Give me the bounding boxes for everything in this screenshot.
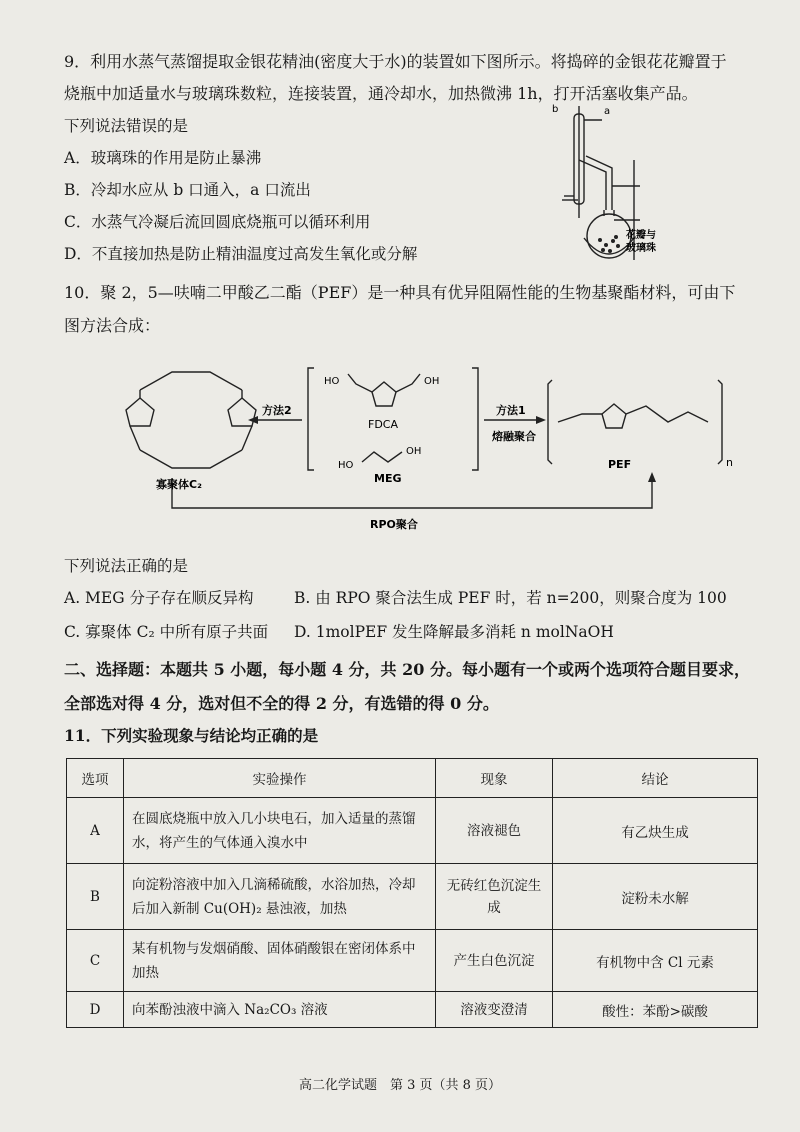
- meg-ho-label: HO: [338, 460, 354, 471]
- q9-stem-line2: 烧瓶中加适量水与玻璃珠数粒，连接装置，通冷却水，加热微沸 1h，打开活塞收集产品。: [64, 84, 698, 103]
- row-a-phenomenon: 溶液褪色: [436, 798, 553, 864]
- apparatus-label-a: a: [604, 106, 611, 117]
- row-c-operation: 某有机物与发烟硝酸、固体硝酸银在密闭体系中加热: [124, 930, 436, 992]
- header-option: 选项: [67, 759, 124, 798]
- q9-option-a: A．玻璃珠的作用是防止暴沸: [64, 149, 262, 167]
- row-c-phenomenon: 产生白色沉淀: [436, 930, 553, 992]
- fdca-oh-label: OH: [424, 376, 440, 387]
- q11-stem: 11．下列实验现象与结论均正确的是: [64, 726, 319, 745]
- row-a-option: A: [67, 798, 124, 864]
- q9-prompt: 下列说法错误的是: [64, 117, 189, 135]
- row-b-operation: 向淀粉溶液中加入几滴稀硫酸，水浴加热，冷却后加入新制 Cu(OH)₂ 悬浊液，加热: [124, 864, 436, 930]
- pef-synthesis-scheme: [112, 350, 752, 550]
- q10-stem-line2: 图方法合成：: [64, 316, 161, 335]
- row-d-option: D: [67, 992, 124, 1028]
- q10-option-a: A. MEG 分子存在顺反异构: [64, 589, 254, 607]
- apparatus-label-petal2: 玻璃珠: [626, 243, 656, 254]
- section2-heading-line2: 全部选对得 4 分，选对但不全的得 2 分，有选错的得 0 分。: [64, 694, 499, 713]
- row-c-option: C: [67, 930, 124, 992]
- q10-stem-line1: 10．聚 2，5—呋喃二甲酸乙二酯（PEF）是一种具有优异阻隔性能的生物基聚酯材料，可由下: [64, 283, 736, 302]
- q9-stem-line1: 9．利用水蒸气蒸馏提取金银花精油(密度大于水)的装置如下图所示。将捣碎的金银花花瓣置于: [64, 52, 727, 71]
- q9-option-b: B．冷却水应从 b 口通入，a 口流出: [64, 181, 311, 199]
- header-phenomenon: 现象: [436, 759, 553, 798]
- header-operation: 实验操作: [124, 759, 436, 798]
- page-footer: 高二化学试题 第 3 页（共 8 页）: [298, 1078, 502, 1093]
- header-conclusion: 结论: [553, 759, 758, 798]
- row-b-phenomenon: 无砖红色沉淀生成: [436, 864, 553, 930]
- scheme-melt-label: 熔融聚合: [492, 430, 536, 443]
- table-row: [67, 864, 758, 930]
- row-b-option: B: [67, 864, 124, 930]
- apparatus-label-petal1: 花瓣与: [626, 230, 656, 241]
- row-d-conclusion: 酸性：苯酚>碳酸: [553, 992, 758, 1028]
- q9-option-d: D．不直接加热是防止精油温度过高发生氧化或分解: [64, 245, 418, 263]
- pef-n-label: n: [726, 456, 733, 469]
- q10-option-c: C. 寡聚体 C₂ 中所有原子共面: [64, 623, 269, 641]
- q10-option-b: B. 由 RPO 聚合法生成 PEF 时，若 n=200，则聚合度为 100: [294, 589, 727, 607]
- table-row: [67, 992, 758, 1028]
- row-d-operation: 向苯酚浊液中滴入 Na₂CO₃ 溶液: [124, 992, 436, 1028]
- table-header-row: [67, 759, 758, 798]
- scheme-oligomer-label: 寡聚体C₂: [156, 478, 202, 491]
- table-row: [67, 798, 758, 864]
- scheme-fdca-label: FDCA: [368, 418, 399, 431]
- meg-oh-label: OH: [406, 446, 422, 457]
- fdca-ho-label: HO: [324, 376, 340, 387]
- row-b-conclusion: 淀粉未水解: [553, 864, 758, 930]
- q10-option-d: D. 1molPEF 发生降解最多消耗 n molNaOH: [294, 623, 614, 641]
- apparatus-label-b: b: [552, 104, 559, 115]
- section2-heading-line1: 二、选择题：本题共 5 小题，每小题 4 分，共 20 分。每小题有一个或两个选项符合题目要求，: [64, 660, 750, 679]
- q9-option-c: C．水蒸气冷凝后流回圆底烧瓶可以循环利用: [64, 213, 371, 231]
- steam-distillation-apparatus: [548, 100, 658, 270]
- scheme-meg-label: MEG: [374, 472, 402, 485]
- scheme-method1-label: 方法1: [496, 404, 526, 417]
- row-d-phenomenon: 溶液变澄清: [436, 992, 553, 1028]
- row-c-conclusion: 有机物中含 Cl 元素: [553, 930, 758, 992]
- q11-table: [66, 758, 758, 1028]
- q10-prompt: 下列说法正确的是: [64, 557, 189, 575]
- scheme-pef-label: PEF: [608, 458, 632, 471]
- scheme-rpo-label: RPO聚合: [370, 518, 418, 531]
- row-a-conclusion: 有乙炔生成: [553, 798, 758, 864]
- row-a-operation: 在圆底烧瓶中放入几小块电石，加入适量的蒸馏水，将产生的气体通入溴水中: [124, 798, 436, 864]
- scheme-method2-label: 方法2: [262, 404, 292, 417]
- table-row: [67, 930, 758, 992]
